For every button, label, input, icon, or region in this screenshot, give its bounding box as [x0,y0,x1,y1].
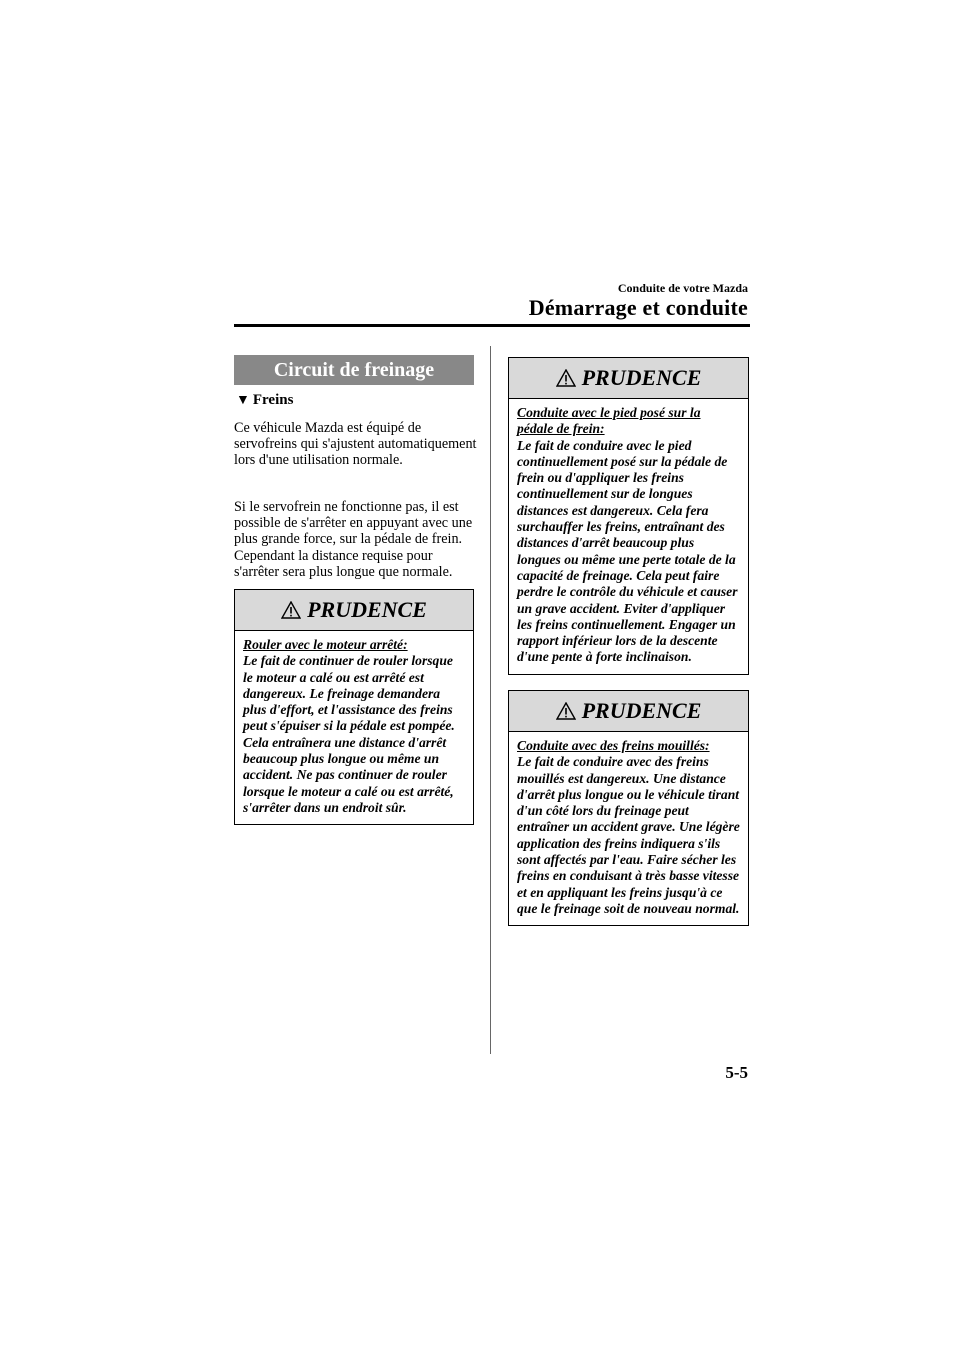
caution-box [508,357,749,675]
caution-text: Le fait de conduire avec des freins mouillés est dangereux. Une distance d'arrêt plus longue ou le véhicule tirant d'un côté lors du freinage peut entraîner un accident grave. Une légère application des freins indiquera s'ils sont affectés par l'eau. Faire sécher les freins en conduisant à très basse vitesse et en appliquant les freins jusqu'à ce que le freinage soit de nouveau normal. [517,754,740,916]
caution-header [235,590,473,631]
caution-box [234,589,474,825]
caution-header [509,358,748,399]
caution-label: PRUDENCE [581,698,702,723]
section-title: Circuit de freinage [234,355,474,385]
paragraph: Si le servofrein ne fonctionne pas, il est possible de s'arrêter en appuyant avec une plus grande force, sur la pédale de frein. Cependant la distance requise pour s'arrêter sera plus longue que normale. [234,499,473,580]
triangle-marker-icon: ▼ [236,393,250,408]
warning-triangle-icon [556,369,576,387]
warning-triangle-icon [556,702,576,720]
chapter-title: Démarrage et conduite [528,295,748,320]
caution-label: PRUDENCE [581,365,702,390]
caution-title: Conduite avec des freins mouillés: [517,738,710,753]
caution-body [235,631,473,824]
column-divider [490,346,491,1054]
paragraph: Ce véhicule Mazda est équipé de servofreins qui s'ajustent automatiquement lors d'une utilisation normale. [234,420,477,469]
caution-label: PRUDENCE [307,597,427,622]
header-rule [234,324,750,327]
caution-text: Le fait de continuer de rouler lorsque le moteur a calé ou est arrêté est dangereux. Le freinage demandera plus d'effort, et l'assistance des freins peut s'épuiser si la pédale est pompée. Cela entraînera une distance d'arrêt beaucoup plus longue ou même un accident. Ne pas continuer de rouler lorsque le moteur a calé ou est arrêté, s'arrêter dans un endroit sûr. [243,653,455,815]
warning-triangle-icon [281,601,301,619]
chapter-subtitle: Conduite de votre Mazda [617,281,748,295]
caution-title: Rouler avec le moteur arrêté: [243,637,408,652]
caution-box [508,690,749,926]
subheading-text: Freins [252,392,294,408]
subheading [236,392,293,409]
caution-text: Le fait de conduire avec le pied continuellement posé sur la pédale de frein ou d'appliquer les freins continuellement sur de longues distances est dangereux. Cela fera surchauffer les freins, entraînant des distances d'arrêt beaucoup plus longues ou même une perte totale de la capacité de freinage. Cela peut faire perdre le contrôle du véhicule et causer un grave accident. Eviter d'appliquer les freins continuellement. Engager un rapport inférieur lors de la descente d'une pente à forte inclinaison. [517,437,738,665]
caution-body [509,399,748,674]
caution-body [509,732,748,925]
caution-title: Conduite avec le pied posé sur la pédale de frein: [517,405,701,437]
caution-header [509,691,748,732]
page-number: 5-5 [725,1063,748,1082]
